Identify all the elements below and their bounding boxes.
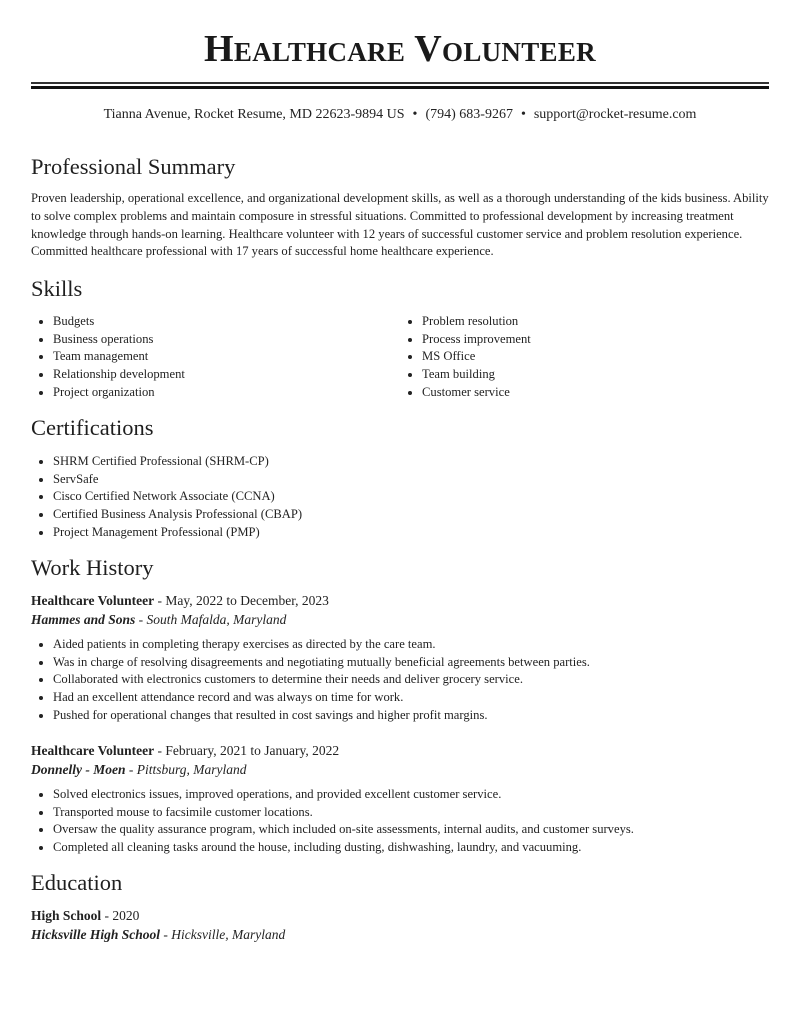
list-item: • Team management (53, 348, 400, 366)
job-company: Donnelly - Moen (31, 762, 126, 778)
list-item: • MS Office (422, 348, 769, 366)
page-title: Healthcare Volunteer (204, 28, 596, 70)
job-title-line (31, 591, 769, 610)
list-item: • Transported mouse to facsimile customer locations. (53, 804, 769, 822)
list-item: • Oversaw the quality assurance program, which included on-site assessments, internal audits, and customer surveys. (53, 821, 769, 839)
school-name: Hicksville High School (31, 927, 161, 943)
contact-email: support@rocket-resume.com (533, 107, 697, 122)
certifications-list (31, 453, 769, 541)
list-item: • Solved electronics issues, improved operations, and provided excellent customer service. (53, 786, 769, 804)
section-heading: Skills (31, 276, 83, 302)
list-item: • SHRM Certified Professional (SHRM-CP) (53, 453, 769, 471)
section-heading: Certifications (31, 415, 154, 441)
list-item: • Certified Business Analysis Professional (CBAP) (53, 506, 769, 524)
list-item: • Problem resolution (422, 313, 769, 331)
degree-line (31, 906, 769, 925)
certifications-section (31, 414, 769, 541)
list-item: • Project Management Professional (PMP) (53, 524, 769, 542)
job-location: - South Mafalda, Maryland (135, 612, 287, 628)
contact-phone: (794) 683-9267 (425, 107, 513, 122)
list-item: • Cisco Certified Network Associate (CCNA) (53, 488, 769, 506)
job-entry (31, 591, 769, 724)
skills-section (31, 275, 769, 401)
list-item: • Process improvement (422, 331, 769, 349)
education-section (31, 869, 769, 944)
contact-line (31, 106, 769, 124)
bullet-separator: • (412, 107, 418, 122)
job-company-line (31, 760, 769, 779)
section-heading: Education (31, 870, 123, 896)
skills-grid (31, 313, 769, 401)
job-bullets (31, 636, 769, 724)
contact-address: Tianna Avenue, Rocket Resume, MD 22623-9894 US (103, 107, 405, 122)
job-title-line (31, 741, 769, 760)
graduation-year: - 2020 (101, 908, 140, 924)
job-bullets (31, 786, 769, 856)
skills-list-left (31, 313, 400, 401)
job-dates: - May, 2022 to December, 2023 (154, 593, 329, 609)
skills-list-right (400, 313, 769, 401)
job-location: - Pittsburg, Maryland (125, 762, 247, 778)
list-item: • Collaborated with electronics customers to determine their needs and deliver grocery service. (53, 671, 769, 689)
professional-summary-section (31, 153, 769, 261)
job-title: Healthcare Volunteer (31, 743, 155, 759)
header-divider-thick (31, 86, 769, 89)
list-item: • Had an excellent attendance record and was always on time for work. (53, 689, 769, 707)
list-item: • Pushed for operational changes that resulted in cost savings and higher profit margins. (53, 707, 769, 725)
list-item: • ServSafe (53, 471, 769, 489)
list-item: • Was in charge of resolving disagreements and negotiating mutually beneficial agreements between parties. (53, 654, 769, 672)
section-heading: Professional Summary (31, 154, 236, 179)
job-company-line (31, 610, 769, 629)
list-item: • Relationship development (53, 366, 400, 384)
job-company: Hammes and Sons (31, 612, 136, 628)
list-item: • Project organization (53, 384, 400, 402)
list-item: • Team building (422, 366, 769, 384)
job-title: Healthcare Volunteer (31, 593, 155, 609)
job-entry (31, 741, 769, 856)
list-item: • Business operations (53, 331, 400, 349)
work-history-section (31, 554, 769, 856)
bullet-separator: • (520, 107, 526, 122)
list-item: • Aided patients in completing therapy exercises as directed by the care team. (53, 636, 769, 654)
list-item: • Completed all cleaning tasks around the house, including dusting, dishwashing, laundry, and vacuuming. (53, 839, 769, 857)
header-divider-thin (31, 82, 769, 84)
school-line (31, 925, 769, 944)
list-item: • Budgets (53, 313, 400, 331)
degree: High School (31, 908, 102, 924)
list-item: • Customer service (422, 384, 769, 402)
school-location: - Hicksville, Maryland (160, 927, 286, 943)
summary-text: Proven leadership, operational excellence, and organizational development skills, as well as a thorough understanding of the kids business. Ability to solve complex problems and maintain composure in stressful situations. Committed to professional development by increasing treatment knowledge through hands-on learning. Healthcare volunteer with 12 years of successful customer service and problem resolution experience. Committed healthcare professional with 17 years of successful home healthcare experience. (31, 191, 769, 259)
section-heading: Work History (31, 555, 154, 581)
job-dates: - February, 2021 to January, 2022 (154, 743, 340, 759)
